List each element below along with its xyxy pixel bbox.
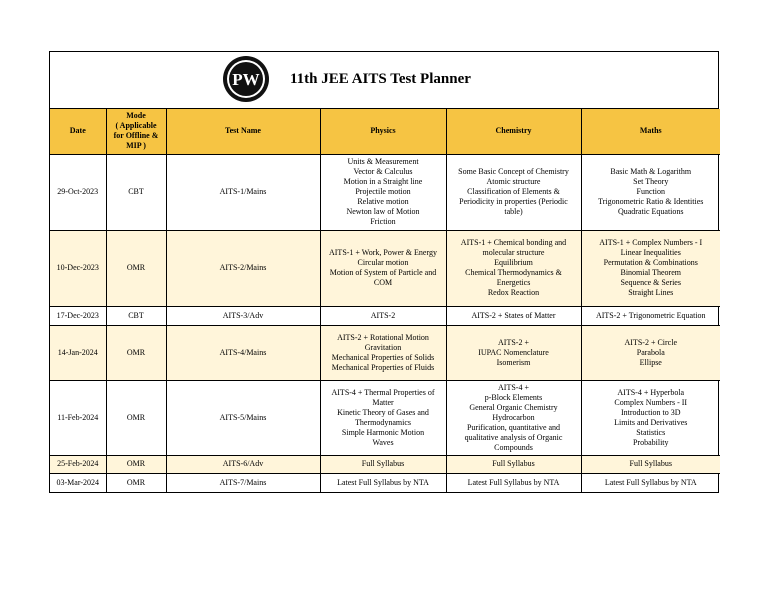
physics-topic: Newton law of Motion [346, 207, 420, 216]
chemistry-topic: Classification of Elements & [467, 187, 560, 196]
header-row [50, 109, 720, 154]
maths-topic: Limits and Derivatives [614, 417, 688, 427]
chemistry-topic: AITS-1 + Chemical bonding and [460, 238, 567, 247]
col-mode-line: MIP ) [126, 141, 146, 151]
physics-topic: Gravitation [364, 342, 402, 352]
chemistry-topic: molecular structure [482, 248, 545, 257]
physics-topic: AITS-4 + Thermal Properties of [331, 387, 435, 397]
cell-mode: OMR [106, 473, 166, 492]
physics-topic: Full Syllabus [361, 459, 405, 468]
cell-maths [581, 230, 720, 306]
chemistry-topic: Hydrocarbon [492, 412, 535, 422]
maths-topic: Permutation & Combinations [603, 258, 698, 267]
physics-topic: AITS-2 + Rotational Motion [337, 332, 429, 342]
table-row [50, 325, 720, 380]
test-planner-sheet [49, 51, 719, 493]
physics-topic: Simple Harmonic Motion [341, 427, 425, 437]
cell-mode: CBT [106, 154, 166, 230]
physics-topic: Mechanical Properties of Fluids [331, 362, 435, 372]
col-test-name: Test Name [166, 109, 320, 154]
cell-mode: OMR [106, 380, 166, 455]
col-mode-line: Mode [126, 111, 146, 121]
cell-test: AITS-3/Adv [166, 306, 320, 325]
col-chemistry: Chemistry [446, 109, 581, 154]
chemistry-topic: AITS-2 + [498, 337, 529, 347]
col-mode-line: for Offline & [113, 131, 159, 141]
physics-topic: Latest Full Syllabus by NTA [337, 477, 429, 487]
cell-physics [320, 455, 446, 473]
cell-maths [581, 380, 720, 455]
cell-maths [581, 154, 720, 230]
chemistry-topic: p-Block Elements [484, 392, 543, 402]
physics-topic: Motion in a Straight line [343, 177, 423, 186]
maths-topic: Complex Numbers - II [614, 397, 688, 407]
physics-topic: AITS-2 [370, 310, 396, 320]
physics-topic: Projectile motion [355, 187, 411, 196]
col-maths: Maths [581, 109, 720, 154]
logo-text: PW [232, 70, 260, 89]
cell-test: AITS-5/Mains [166, 380, 320, 455]
chemistry-topic: Latest Full Syllabus by NTA [467, 477, 560, 487]
chemistry-topic: Chemical Thermodynamics & [465, 268, 562, 277]
cell-date: 14-Jan-2024 [50, 325, 106, 380]
physics-topic: Mechanical Properties of Solids [331, 352, 435, 362]
chemistry-topic: Energetics [496, 278, 531, 287]
maths-topic: Ellipse [639, 357, 662, 367]
cell-chemistry [446, 455, 581, 473]
physics-topic: Units & Measurement [347, 157, 419, 166]
maths-topic: Latest Full Syllabus by NTA [604, 477, 697, 487]
cell-physics [320, 306, 446, 325]
cell-mode: CBT [106, 306, 166, 325]
cell-physics [320, 154, 446, 230]
cell-mode: OMR [106, 455, 166, 473]
cell-chemistry [446, 154, 581, 230]
maths-topic: Full Syllabus [629, 459, 672, 468]
planner-table [50, 109, 720, 492]
maths-topic: Parabola [636, 347, 665, 357]
title-row [50, 52, 718, 109]
col-date: Date [50, 109, 106, 154]
physics-topic: AITS-1 + Work, Power & Energy [328, 248, 437, 257]
cell-chemistry [446, 380, 581, 455]
table-row [50, 473, 720, 492]
cell-maths [581, 325, 720, 380]
table-row [50, 306, 720, 325]
chemistry-topic: Compounds [494, 442, 533, 452]
cell-test: AITS-2/Mains [166, 230, 320, 306]
cell-date: 10-Dec-2023 [50, 230, 106, 306]
cell-chemistry [446, 325, 581, 380]
chemistry-topic: Isomerism [496, 357, 531, 367]
cell-test: AITS-1/Mains [166, 154, 320, 230]
chemistry-topic: Periodicity in properties (Periodic [459, 197, 568, 206]
col-mode [106, 109, 166, 154]
maths-topic: Sequence & Series [620, 278, 681, 287]
physics-topic: Kinetic Theory of Gases and [337, 407, 429, 417]
table-row [50, 230, 720, 306]
physics-topic: Motion of System of Particle and [329, 268, 437, 277]
physics-topic: Waves [372, 437, 394, 447]
maths-topic: Binomial Theorem [620, 268, 681, 277]
chemistry-topic: Equilibrium [494, 258, 533, 267]
maths-topic: AITS-1 + Complex Numbers - I [599, 238, 703, 247]
cell-date: 17-Dec-2023 [50, 306, 106, 325]
cell-test: AITS-7/Mains [166, 473, 320, 492]
chemistry-topic: table) [504, 207, 523, 216]
cell-test: AITS-4/Mains [166, 325, 320, 380]
cell-chemistry [446, 230, 581, 306]
cell-physics [320, 325, 446, 380]
cell-physics [320, 230, 446, 306]
page-title: 11th JEE AITS Test Planner [290, 71, 471, 87]
chemistry-topic: Redox Reaction [487, 288, 540, 297]
physics-topic: Friction [370, 217, 396, 226]
physics-topic: COM [373, 278, 393, 287]
col-mode-line: ( Applicable [115, 121, 157, 131]
cell-date: 25-Feb-2024 [50, 455, 106, 473]
maths-topic: Introduction to 3D [620, 407, 681, 417]
chemistry-topic: IUPAC Nomenclature [478, 347, 549, 357]
chemistry-topic: Purification, quantitative and [466, 422, 561, 432]
col-physics: Physics [320, 109, 446, 154]
cell-physics [320, 473, 446, 492]
chemistry-topic: General Organic Chemistry [469, 402, 558, 412]
cell-chemistry [446, 473, 581, 492]
maths-topic: Trigonometric Ratio & Identities [598, 197, 704, 206]
pw-logo-icon [222, 55, 270, 103]
cell-date: 03-Mar-2024 [50, 473, 106, 492]
maths-topic: Basic Math & Logarithm [610, 167, 692, 176]
chemistry-topic: Some Basic Concept of Chemistry [458, 167, 569, 176]
cell-test: AITS-6/Adv [166, 455, 320, 473]
physics-topic: Vector & Calculus [353, 167, 413, 176]
cell-maths [581, 455, 720, 473]
chemistry-topic: Full Syllabus [492, 459, 535, 468]
maths-topic: Probability [632, 437, 669, 447]
maths-topic: Statistics [636, 427, 666, 437]
cell-maths [581, 306, 720, 325]
physics-topic: Circular motion [357, 258, 409, 267]
maths-topic: Function [636, 187, 665, 196]
chemistry-topic: Atomic structure [486, 177, 541, 186]
maths-topic: Quadratic Equations [617, 207, 684, 216]
chemistry-topic: AITS-4 + [498, 382, 529, 392]
cell-physics [320, 380, 446, 455]
physics-topic: Thermodynamics [355, 417, 411, 427]
cell-date: 11-Feb-2024 [50, 380, 106, 455]
maths-topic: AITS-2 + Circle [624, 337, 677, 347]
cell-date: 29-Oct-2023 [50, 154, 106, 230]
maths-topic: AITS-2 + Trigonometric Equation [595, 310, 706, 320]
maths-topic: AITS-4 + Hyperbola [617, 387, 685, 397]
cell-maths [581, 473, 720, 492]
maths-topic: Straight Lines [628, 288, 674, 297]
cell-chemistry [446, 306, 581, 325]
table-row [50, 380, 720, 455]
chemistry-topic: AITS-2 + States of Matter [471, 310, 556, 320]
physics-topic: Matter [372, 397, 394, 407]
chemistry-topic: qualitative analysis of Organic [464, 432, 563, 442]
cell-mode: OMR [106, 230, 166, 306]
maths-topic: Linear Inequalities [620, 248, 681, 257]
cell-mode: OMR [106, 325, 166, 380]
table-row [50, 455, 720, 473]
maths-topic: Set Theory [633, 177, 669, 186]
physics-topic: Relative motion [357, 197, 409, 206]
table-row [50, 154, 720, 230]
